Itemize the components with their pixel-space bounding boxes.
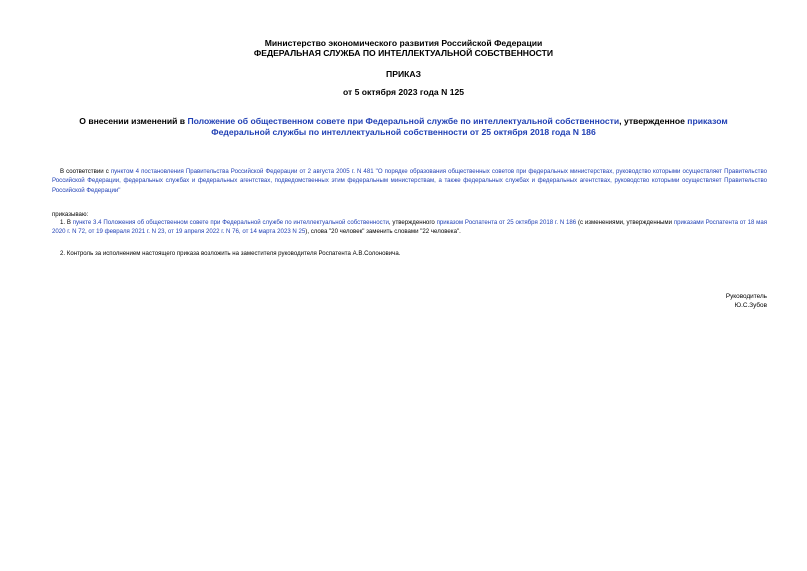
item-1-paragraph — [52, 218, 767, 237]
title-link-order[interactable]: приказом Федеральной службы по интеллектуальной собственности от 25 октября 2018 года N 186 — [211, 116, 728, 137]
item1-text2: (с изменениями, утвержденными — [576, 219, 674, 226]
item1-link-order[interactable]: приказом Роспатента от 25 октября 2018 г. N 186 — [436, 219, 577, 226]
item1-link-amendments[interactable]: приказами Роспатента от 18 мая 2020 г. N 72, от 19 февраля 2021 г. N 23, от 19 апреля 2022 г. N 76, от 14 марта 2023 N 25 — [52, 219, 768, 236]
item1-prefix: 1. В — [60, 219, 73, 226]
document-type: ПРИКАЗ — [386, 69, 421, 79]
title-prefix: О внесении изменений в — [79, 116, 188, 126]
ministry-name: Министерство экономического развития Российской Федерации — [264, 38, 543, 48]
basis-prefix: В соответствии с — [60, 168, 111, 175]
title-link-regulation[interactable]: Положение об общественном совете при Федеральной службе по интеллектуальной собственности — [187, 116, 620, 126]
document-date-number: от 5 октября 2023 года N 125 — [342, 87, 465, 97]
basis-link-resolution[interactable]: пунктом 4 постановления Правительства Российской Федерации от 2 августа 2005 г. N 481 "О порядке образования общественных советов при федеральных министерствах, руководство которыми осуществляет Правительство Российской Федерации, федеральных службах и федеральных агентствах, подведомственных этим федеральным министерствам, а также федеральных службах и федеральных агентствах, руководство которыми осуществляет Правительство Российской Федерации" — [52, 168, 768, 194]
signature-name: Ю.С.Зубов — [734, 302, 767, 309]
item-2-paragraph: 2. Контроль за исполнением настоящего приказа возложить на заместителя руководителя Роспатента А.В.Солоновича. — [60, 250, 401, 257]
title-middle: , утвержденное — [619, 116, 688, 126]
signature-role: Руководитель — [725, 293, 767, 300]
item1-text1: , утвержденного — [388, 219, 437, 226]
item1-text3: ), слова "20 человек" заменить словами "22 человека". — [305, 228, 461, 236]
order-word: приказываю: — [52, 211, 89, 218]
item1-link-clause[interactable]: пункте 3.4 Положения об общественном совете при Федеральной службе по интеллектуальной собственности — [72, 219, 389, 226]
basis-paragraph — [52, 167, 767, 195]
service-name: ФЕДЕРАЛЬНАЯ СЛУЖБА ПО ИНТЕЛЛЕКТУАЛЬНОЙ СОБСТВЕННОСТИ — [253, 48, 554, 58]
document-title — [60, 116, 747, 137]
